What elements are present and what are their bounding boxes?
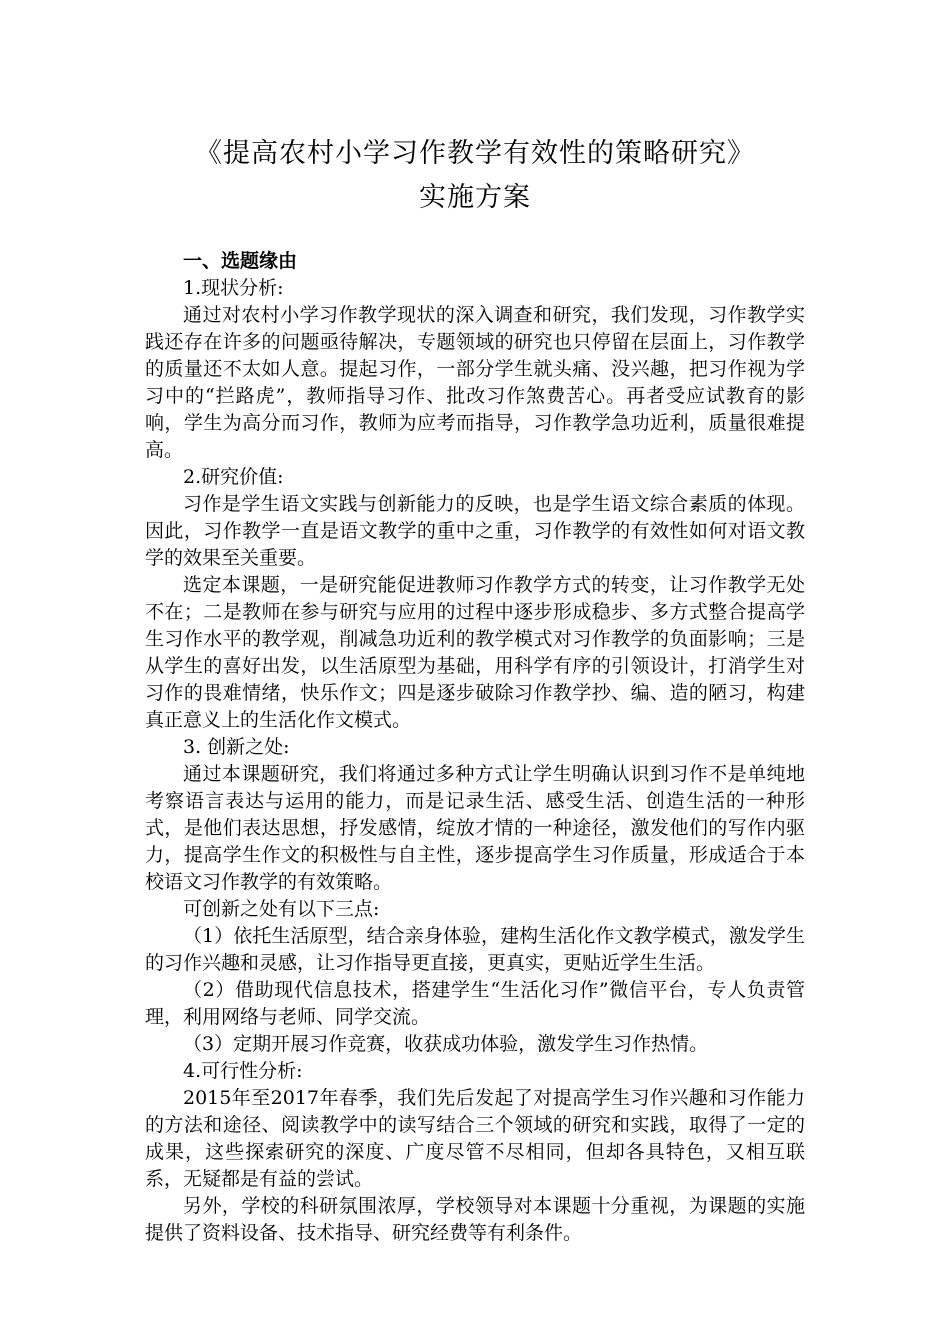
subsection-heading-current-status: 1.现状分析:	[183, 277, 284, 299]
paragraph-feasibility-2: 另外，学校的科研氛围浓厚，学校领导对本课题十分重视，为课题的实施提供了资料设备、技术指导、研究经费等有利条件。	[145, 1195, 805, 1244]
list-item-innovation-1: （1）依托生活原型，结合亲身体验，建构生活化作文教学模式，激发学生的习作兴趣和灵感，让习作指导更直接，更真实，更贴近学生生活。	[145, 925, 805, 974]
subsection-heading-research-value: 2.研究价值:	[183, 466, 284, 488]
document-subtitle: 实施方案	[419, 182, 531, 213]
paragraph-innovation-2: 可创新之处有以下三点:	[183, 898, 380, 920]
list-item-innovation-3: （3）定期开展习作竞赛，收获成功体验，激发学生习作热情。	[183, 1033, 709, 1055]
paragraph-current-status: 通过对农村小学习作教学现状的深入调查和研究，我们发现，习作教学实践还存在许多的问题亟待解决，专题领域的研究也只停留在层面上，习作教学的质量还不太如人意。提起习作，一部分学生就头痛、没兴趣，把习作视为学习中的“拦路虎”，教师指导习作、批改习作煞费苦心。再者受应试教育的影响，学生为高分而习作，教师为应考而指导，习作教学急功近利，质量很难提高。	[145, 304, 805, 461]
paragraph-research-value-1: 习作是学生语文实践与创新能力的反映，也是学生语文综合素质的体现。因此，习作教学一直是语文教学的重中之重，习作教学的有效性如何对语文教学的效果至关重要。	[145, 493, 805, 569]
document-title: 《提高农村小学习作教学有效性的策略研究》	[195, 138, 755, 169]
document-body	[145, 248, 805, 1247]
list-item-innovation-2: （2）借助现代信息技术，搭建学生“生活化习作”微信平台，专人负责管理，利用网络与老师、同学交流。	[145, 979, 805, 1028]
paragraph-research-value-2: 选定本课题，一是研究能促进教师习作教学方式的转变，让习作教学无处不在；二是教师在参与研究与应用的过程中逐步形成稳步、多方式整合提高学生习作水平的教学观，削减急功近利的教学模式对习作教学的负面影响；三是从学生的喜好出发，以生活原型为基础，用科学有序的引领设计，打消学生对习作的畏难情绪，快乐作文；四是逐步破除习作教学抄、编、造的陋习，构建真正意义上的生活化作文模式。	[145, 574, 805, 731]
paragraph-innovation-1: 通过本课题研究，我们将通过多种方式让学生明确认识到习作不是单纯地考察语言表达与运用的能力，而是记录生活、感受生活、创造生活的一种形式，是他们表达思想，抒发感情，绽放才情的一种途径，激发他们的写作内驱力，提高学生作文的积极性与自主性，逐步提高学生习作质量，形成适合于本校语文习作教学的有效策略。	[145, 763, 805, 893]
section-heading-1: 一、选题缘由	[183, 250, 298, 272]
paragraph-feasibility-1: 2015年至2017年春季，我们先后发起了对提高学生习作兴趣和习作能力的方法和途径、阅读教学中的读写结合三个领域的研究和实践，取得了一定的成果，这些探索研究的深度、广度尽管不尽相同，但却各具特色，又相互联系，无疑都是有益的尝试。	[145, 1087, 805, 1190]
subsection-heading-innovation: 3. 创新之处:	[183, 736, 290, 758]
subsection-heading-feasibility: 4.可行性分析:	[183, 1060, 303, 1082]
